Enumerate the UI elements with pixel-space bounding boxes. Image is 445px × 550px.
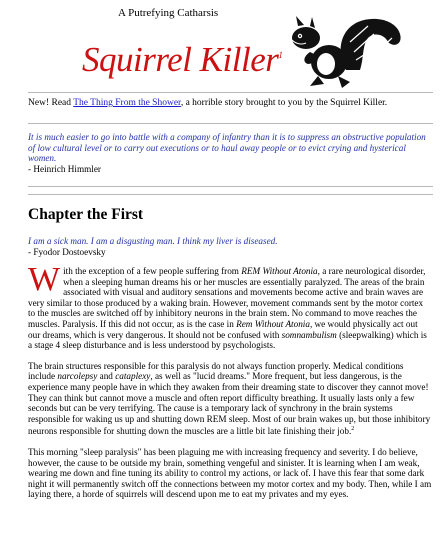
p1-em3: somnambulism	[281, 329, 337, 340]
p2-c: , as well as "lucid dreams." More frequent, but less dangerous, is the experience many people have in which they awaken from their dreaming state to discover they cannot move! They can think but cannot move a muscle and often report difficulty breathing. It usually lasts only a few seconds but can be very terrifying. The cause is a temporary lack of synchrony in the brain systems responsible for waking us up and shutting down REM sleep. Most of our brain wakes up, but those inhibitory neurons responsible for shutting down the muscles are a little bit late finishing their job.	[28, 371, 431, 437]
epigraph-text: It is much easier to go into battle with a company of infantry than it is to suppress an obstructive population of low cultural level or to carry out executions or to haul away people or to evict crying and hysterical women.	[28, 132, 426, 163]
news-suffix: , a horrible story brought to you by the Squirrel Killer.	[180, 98, 388, 108]
drop-cap-flow: W	[28, 261, 61, 298]
divider	[28, 92, 433, 93]
p2-b: and	[97, 371, 116, 382]
p2-em1: narcolepsy	[57, 371, 98, 382]
p1-d: (sleepwalking) which is a stage 4 sleep disturbance and is less understood by psychologists.	[28, 329, 427, 351]
story-link[interactable]: The Thing From the Shower	[73, 98, 181, 108]
p1-b: , a rare neurological disorder, when a sleeping human dreams his or her muscles are essentially paralyzed. The areas of the brain associated with visual and auditory sensations and movements become active and brain waves are very similar to those produced by a waking brain. However, movement commands sent by the motor cortex to the muscles are switched off by inhibitory neurons in the brain stem. No command to move reaches the muscles. Paralysis. If this did not occur, as is the case in	[28, 266, 426, 329]
title-text: Squirrel Killer	[82, 40, 279, 79]
p1-em1: REM Without Atonia	[241, 266, 318, 276]
page-subtitle: A Putrefying Catharsis	[118, 7, 219, 19]
paragraph-1-flow	[28, 261, 432, 351]
chapter-epigraph-attribution: - Fyodor Dostoevsky	[28, 246, 106, 257]
paragraph-2	[28, 361, 432, 437]
footnote-2-link[interactable]: 2	[351, 426, 355, 433]
p1-em2: Rem Without Atonia	[236, 318, 310, 329]
page-header	[0, 0, 445, 92]
title-footnote-link[interactable]: 1	[278, 50, 283, 60]
divider	[28, 186, 433, 187]
p1-a: ith the exception of a few people suffering from	[63, 266, 242, 276]
epigraph-himmler	[28, 132, 428, 174]
epigraph-attribution: - Heinrich Himmler	[28, 163, 101, 174]
news-announcement	[28, 98, 418, 109]
divider	[28, 194, 433, 195]
news-prefix: New! Read	[28, 98, 74, 108]
chapter-epigraph-text: I am a sick man. I am a disgusting man. I think my liver is diseased.	[28, 236, 278, 246]
epigraph-dostoevsky	[28, 236, 428, 257]
p1-c: , we would physically act out our dreams, which is very dangerous. It should not be confused with	[28, 318, 418, 340]
divider	[28, 123, 433, 124]
page-title	[82, 40, 282, 80]
chapter-body-flow	[28, 261, 432, 510]
paragraph-3: This morning "sleep paralysis" has been plaguing me with increasing frequency and severity. I do believe, however, the cause to be outside my brain, something vengeful and sinister. It is learning when I am weak, wearing me down and fine tuning its ability to control my actions, or lack of. I have this fear that some dark night it will permanently switch off the connections between my motor cortex and my body. Then, while I am laying there, a horde of squirrels will descend upon me to eat my privates and my eyes.	[28, 446, 432, 500]
p2-em2: cataplexy	[115, 371, 151, 382]
p2-a: The brain structures responsible for this paralysis do not always function properly. Medical conditions include	[28, 360, 404, 382]
chapter-heading: Chapter the First	[28, 206, 144, 223]
squirrel-illustration-icon	[284, 12, 404, 90]
